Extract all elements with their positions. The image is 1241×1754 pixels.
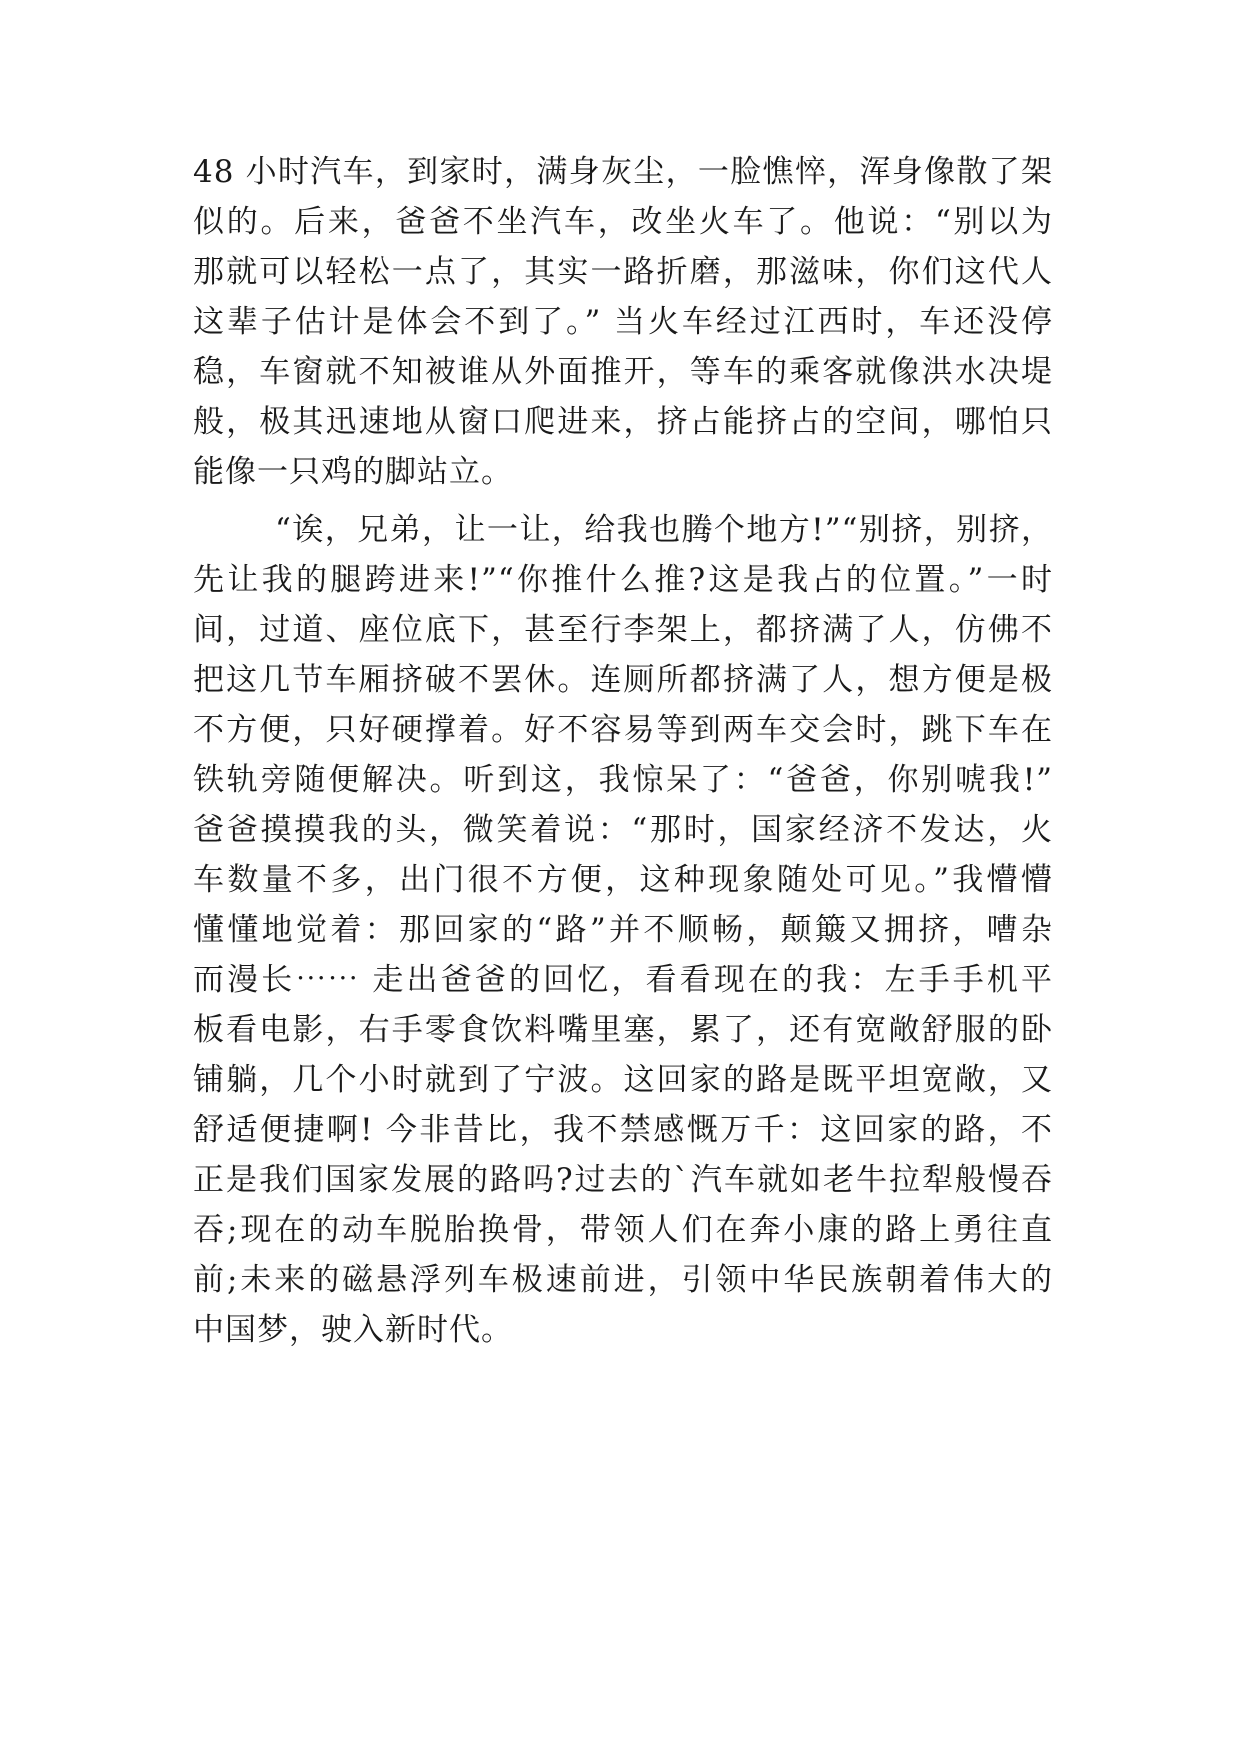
text-line: 能像一只鸡的脚站立。: [193, 454, 513, 490]
text-line: 间，过道、座位底下，甚至行李架上，都挤满了人，仿佛不: [193, 612, 1053, 648]
text-line: 懂懂地觉着：那回家的“路”并不顺畅，颠簸又拥挤，嘈杂: [193, 912, 1053, 948]
text-line: 那就可以轻松一点了，其实一路折磨，那滋味，你们这代人: [193, 254, 1053, 290]
text-line: 吞;现在的动车脱胎换骨，带领人们在奔小康的路上勇往直: [193, 1212, 1053, 1248]
text-line: 铁轨旁随便解决。听到这，我惊呆了：“爸爸，你别唬我!”: [193, 762, 1053, 798]
text-line: 不方便，只好硬撑着。好不容易等到两车交会时，跳下车在: [193, 712, 1053, 748]
text-line: 板看电影，右手零食饮料嘴里塞，累了，还有宽敞舒服的卧: [193, 1012, 1053, 1048]
text-line: 而漫长⋯⋯ 走出爸爸的回忆，看看现在的我：左手手机平: [193, 962, 1053, 998]
text-line: 前;未来的磁悬浮列车极速前进，引领中华民族朝着伟大的: [193, 1262, 1053, 1298]
text-line: 似的。后来，爸爸不坐汽车，改坐火车了。他说：“别以为: [193, 204, 1053, 240]
text-line: 车数量不多，出门很不方便，这种现象随处可见。”我懵懵: [193, 862, 1053, 898]
text-line: 铺躺，几个小时就到了宁波。这回家的路是既平坦宽敞，又: [193, 1062, 1053, 1098]
paragraph-first-line: “诶，兄弟，让一让，给我也腾个地方!”“别挤，别挤，: [275, 512, 1053, 548]
text-line: 把这几节车厢挤破不罢休。连厕所都挤满了人，想方便是极: [193, 662, 1053, 698]
text-line: 中国梦，驶入新时代。: [193, 1312, 513, 1348]
text-line: 舒适便捷啊! 今非昔比，我不禁感慨万千：这回家的路，不: [193, 1112, 1053, 1148]
text-line: 稳，车窗就不知被谁从外面推开，等车的乘客就像洪水决堤: [193, 354, 1053, 390]
text-line: 48 小时汽车，到家时，满身灰尘，一脸憔悴，浑身像散了架: [193, 154, 1053, 190]
text-line: 这辈子估计是体会不到了。” 当火车经过江西时，车还没停: [193, 304, 1053, 340]
text-line: 般，极其迅速地从窗口爬进来，挤占能挤占的空间，哪怕只: [193, 404, 1053, 440]
text-line: 先让我的腿跨进来!”“你推什么推?这是我占的位置。”一时: [193, 562, 1053, 598]
text-line: 爸爸摸摸我的头，微笑着说：“那时，国家经济不发达，火: [193, 812, 1053, 848]
text-line: 正是我们国家发展的路吗?过去的`汽车就如老牛拉犁般慢吞: [193, 1162, 1053, 1198]
